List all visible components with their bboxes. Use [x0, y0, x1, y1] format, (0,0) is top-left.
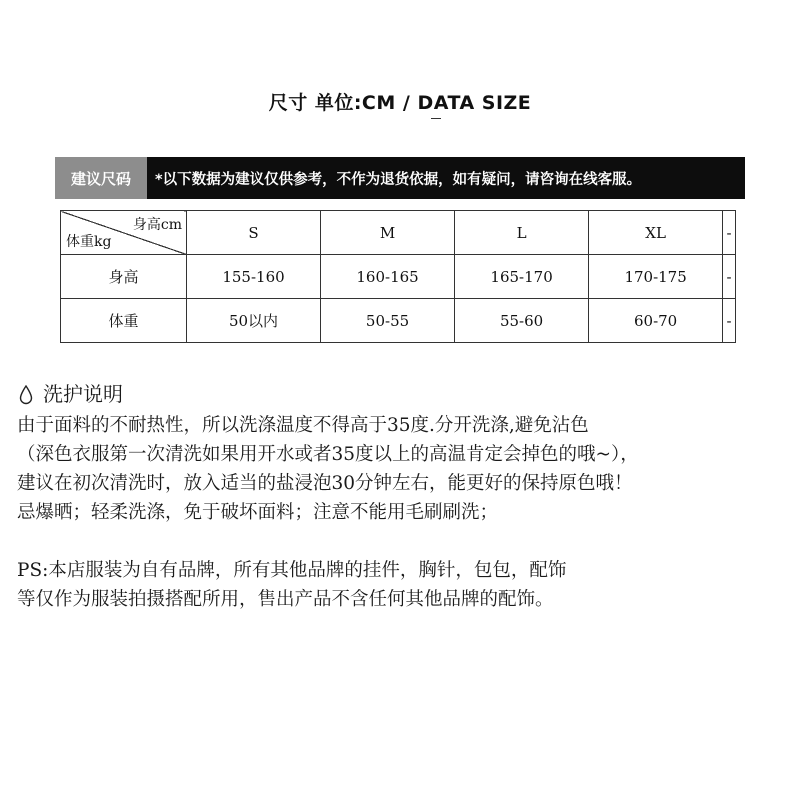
- care-heading-row: [17, 380, 787, 409]
- care-heading: 洗护说明: [43, 382, 123, 406]
- table-corner-cell: [61, 211, 187, 255]
- size-header-s: S: [187, 211, 321, 255]
- ps-line: PS:本店服装为自有品牌，所有其他品牌的挂件，胸针，包包，配饰: [17, 560, 567, 581]
- notice-label: 建议尺码: [55, 157, 147, 199]
- title-underline: [431, 118, 441, 119]
- ps-line: 等仅作为服装拍摄搭配所用，售出产品不含任何其他品牌的配饰。: [17, 589, 554, 610]
- table-cell: 170-175: [589, 255, 723, 299]
- water-drop-icon: [19, 385, 33, 405]
- size-table: [60, 210, 736, 343]
- notice-text: *以下数据为建议仅供参考，不作为退货依据，如有疑问，请咨询在线客服。: [155, 171, 642, 188]
- table-cell: 55-60: [455, 299, 589, 343]
- size-notice-banner: [55, 157, 745, 199]
- table-cell: 50以内: [187, 299, 321, 343]
- care-line: 由于面料的不耐热性，所以洗涤温度不得高于35度.分开洗涤,避免沾色: [17, 415, 589, 436]
- table-cell: 165-170: [455, 255, 589, 299]
- table-cell: 155-160: [187, 255, 321, 299]
- care-line: （深色衣服第一次清洗如果用开水或者35度以上的高温肯定会掉色的哦~），: [17, 444, 639, 465]
- corner-weight-label: 体重kg: [66, 234, 112, 250]
- size-header-xl: XL: [589, 211, 723, 255]
- size-header-m: M: [321, 211, 455, 255]
- care-line: 建议在初次清洗时，放入适当的盐浸泡30分钟左右，能更好的保持原色哦！: [17, 473, 633, 494]
- table-cell: -: [723, 299, 736, 343]
- size-header-row: [61, 211, 736, 255]
- page-title: 尺寸 单位:CM / DATA SIZE: [268, 92, 532, 114]
- height-row: [61, 255, 736, 299]
- corner-height-label: 身高cm: [132, 217, 182, 233]
- size-header-blank: -: [723, 211, 736, 255]
- size-header-l: L: [455, 211, 589, 255]
- table-cell: 60-70: [589, 299, 723, 343]
- row-label: 体重: [61, 299, 187, 343]
- table-cell: -: [723, 255, 736, 299]
- care-instructions: [17, 380, 787, 614]
- table-cell: 50-55: [321, 299, 455, 343]
- care-line: 忌爆晒；轻柔洗涤，免于破坏面料；注意不能用毛刷刷洗；: [17, 502, 499, 523]
- weight-row: [61, 299, 736, 343]
- table-cell: 160-165: [321, 255, 455, 299]
- row-label: 身高: [61, 255, 187, 299]
